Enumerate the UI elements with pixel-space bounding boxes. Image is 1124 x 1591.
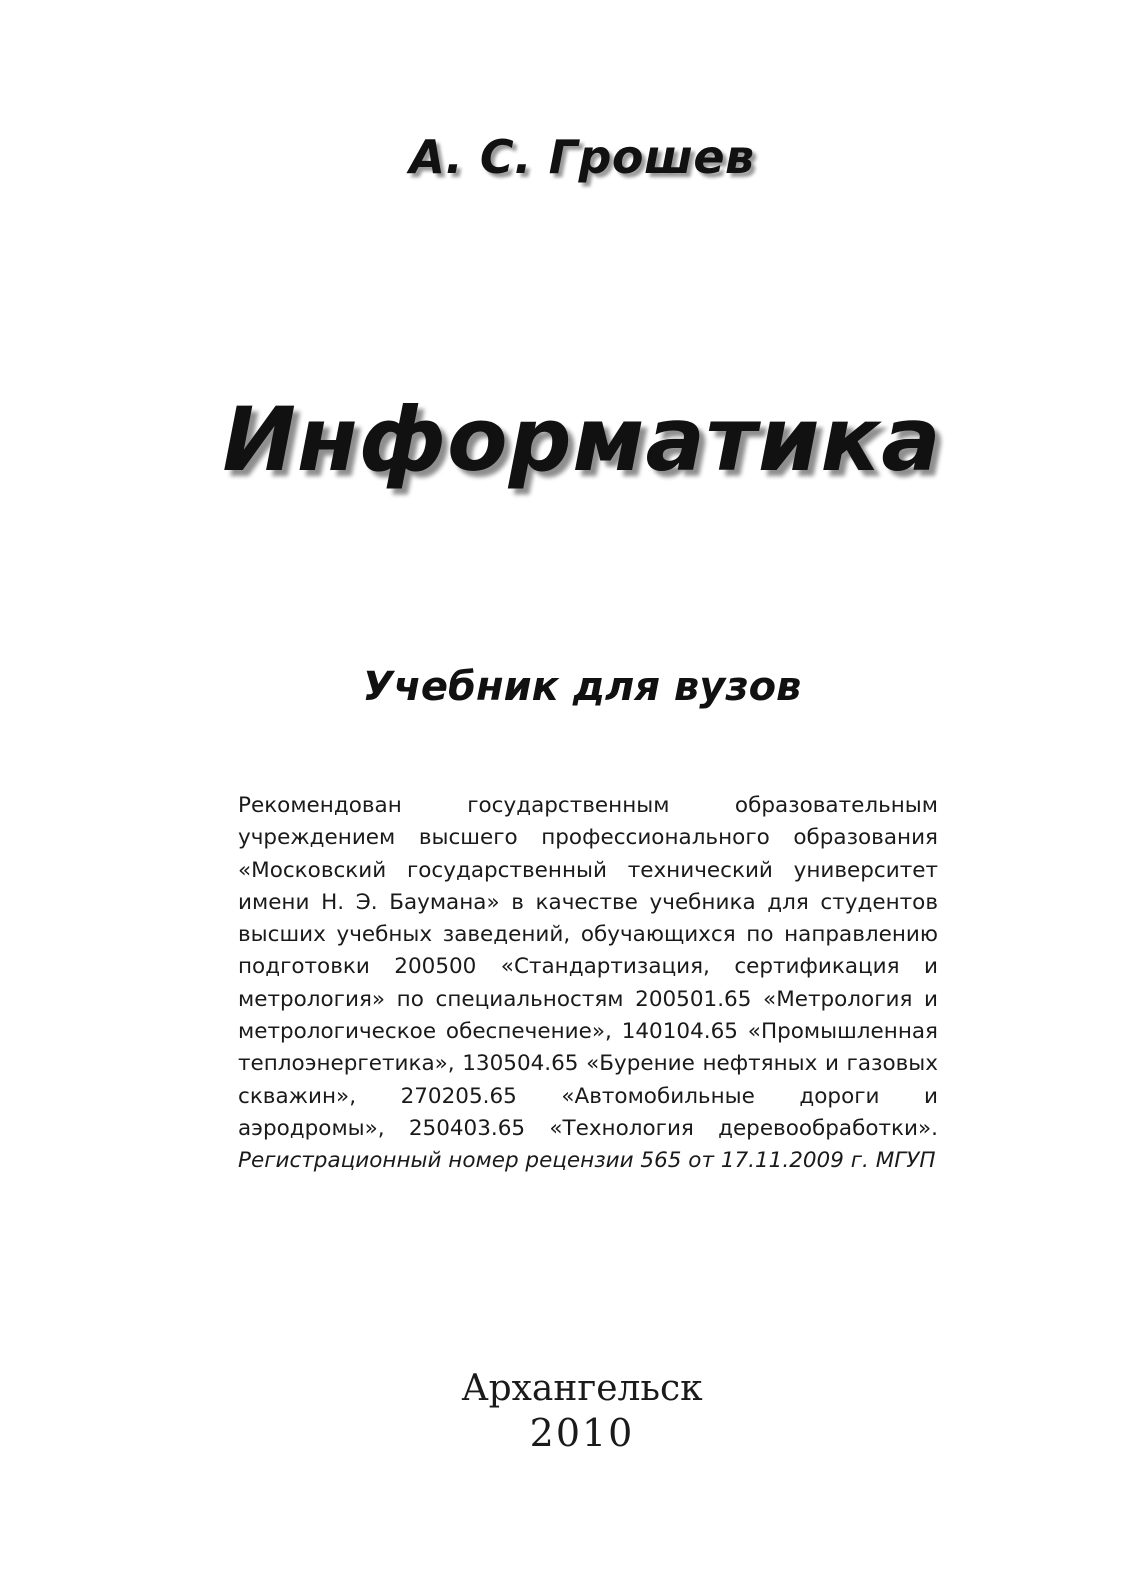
publication-place: Архангельск: [461, 1368, 703, 1409]
book-title: Информатика: [222, 388, 942, 491]
author-name: А. С. Грошев: [409, 130, 755, 184]
registration-note: Регистрационный номер рецензии 565 от 17.11.2009 г. МГУП: [238, 1148, 936, 1174]
book-subtitle: Учебник для вузов: [362, 664, 802, 710]
publication-year: 2010: [529, 1411, 635, 1455]
recommendation-paragraph: [238, 790, 938, 1178]
recommendation-text: Рекомендован государственным образовательным учреждением высшего профессионального образования «Московский государственный технический университет имени Н. Э. Баумана» в качестве учебника для студентов высших учебных заведений, обучающихся по направлению подготовки 200500 «Стандартизация, сертификация и метрология» по специальностям 200501.65 «Метрология и метрологическое обеспечение», 140104.65 «Промышленная теплоэнергетика», 130504.65 «Бурение нефтяных и газовых скважин», 270205.65 «Автомобильные дороги и аэродромы», 250403.65 «Технология деревообработки».: [238, 793, 938, 1141]
